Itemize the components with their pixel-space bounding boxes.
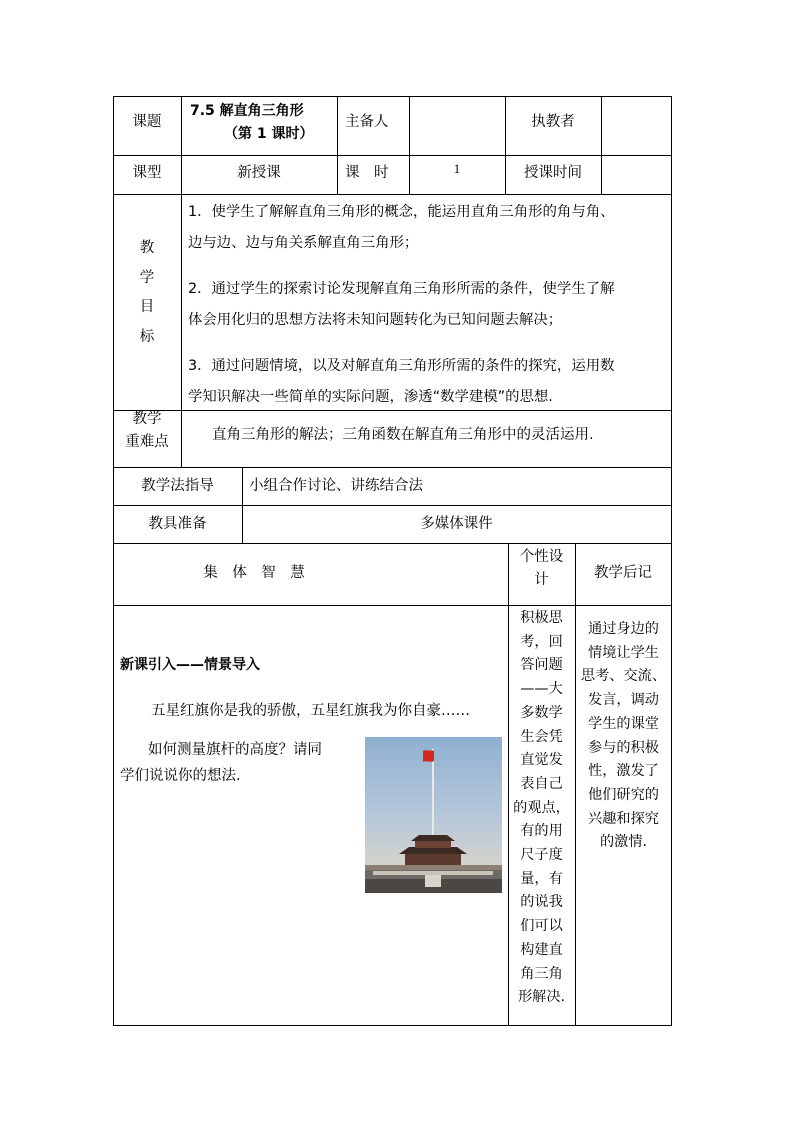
reflection-note-line: 通过身边的 <box>588 621 659 637</box>
objective-line: 3．通过问题情境，以及对解直角三角形所需的条件的探究，运用数 <box>188 358 615 374</box>
collective-wisdom-header: 集 体 智 慧 <box>203 565 305 581</box>
lesson-title <box>190 100 338 143</box>
slogan-text: 五星红旗你是我的骄傲，五星红旗我为你自豪…… <box>151 703 470 719</box>
lesson-title-line1: 7.5 解直角三角形 <box>190 103 304 119</box>
personal-note-line: 构建直 <box>520 941 563 958</box>
personal-note-line: 生会凭 <box>520 728 563 745</box>
time-label: 授课时间 <box>524 165 582 181</box>
personal-note-line: 角三角 <box>520 965 563 982</box>
objectives-label-char: 学 <box>139 269 155 286</box>
reflection-note-line: 思考、交流、 <box>580 668 667 685</box>
personal-note-line: 有的用 <box>520 823 563 840</box>
question-line: 学们说说你的想法. <box>120 768 241 784</box>
method-label: 教学法指导 <box>141 478 214 494</box>
objectives-label <box>113 234 181 352</box>
personal-note-line: 们可以 <box>520 918 563 935</box>
period-value: 1 <box>453 161 461 176</box>
personal-note-line: 量，有 <box>520 870 563 887</box>
tools-value: 多媒体课件 <box>420 516 493 532</box>
personal-notes <box>508 607 575 1010</box>
personal-note-line: 形解决. <box>517 989 566 1006</box>
question-text <box>120 737 322 789</box>
objective-line: 边与边、边与角关系解直角三角形； <box>188 235 419 251</box>
key-points-text: 直角三角形的解法；三角函数在解直角三角形中的灵活运用. <box>212 427 594 443</box>
objective-line: 1．使学生了解解直角三角形的概念，能运用直角三角形的角与角、 <box>188 204 615 220</box>
key-points-label-line: 重难点 <box>125 434 169 450</box>
objective-line: 体会用化归的思想方法将未知问题转化为已知问题去解决； <box>188 312 563 328</box>
personal-design-header-line: 个性设 <box>519 549 564 565</box>
type-label: 课型 <box>132 165 162 181</box>
personal-note-line: 表自己 <box>520 775 563 792</box>
reflection-note-line: 参与的积极 <box>588 739 659 756</box>
personal-note-line: ——大 <box>520 681 563 698</box>
personal-note-line: 多数学 <box>520 704 563 721</box>
preparer-label: 主备人 <box>345 114 389 130</box>
objectives-label-char: 目 <box>139 299 155 315</box>
objectives-label-char: 教 <box>139 240 155 256</box>
topic-label: 课题 <box>132 114 162 130</box>
reflection-note-line: 发言，调动 <box>588 692 659 709</box>
period-label: 课 时 <box>345 165 389 181</box>
personal-note-line: 的说我 <box>520 894 563 911</box>
flag-icon <box>423 750 434 762</box>
reflection-notes <box>576 618 671 855</box>
tools-label: 教具准备 <box>148 516 207 532</box>
personal-note-line: 答问题 <box>520 657 563 674</box>
personal-design-header-line: 计 <box>534 572 549 588</box>
objectives-text <box>188 197 673 413</box>
reflection-note-line: 的激情. <box>599 834 648 851</box>
key-points-label-line: 教学 <box>132 411 162 427</box>
method-value: 小组合作讨论、讲练结合法 <box>249 478 423 494</box>
reflection-note-line: 学生的课堂 <box>588 715 659 732</box>
personal-note-line: 积极思 <box>520 610 563 626</box>
objectives-label-char: 标 <box>139 328 155 345</box>
section-heading: 新课引入——情景导入 <box>120 657 260 673</box>
personal-note-line: 考，回 <box>520 633 563 650</box>
lesson-title-line2: （第 1 课时） <box>224 126 314 142</box>
reflection-note-line: 性，激发了 <box>588 763 659 780</box>
personal-design-header <box>508 546 575 592</box>
reflection-header: 教学后记 <box>594 565 652 581</box>
question-line: 如何测量旗杆的高度？请同 <box>148 742 322 758</box>
teacher-label: 执教者 <box>531 114 575 130</box>
objective-line: 2．通过学生的探索讨论发现解直角三角形所需的条件，使学生了解 <box>188 281 615 297</box>
reflection-note-line: 兴趣和探究 <box>588 810 659 827</box>
flagpole-photo <box>365 737 502 893</box>
key-points-label <box>113 408 181 454</box>
personal-note-line: 直觉发 <box>520 752 563 769</box>
reflection-note-line: 他们研究的 <box>588 786 659 803</box>
objective-line: 学知识解决一些简单的实际问题，渗透“数学建模”的思想. <box>188 389 553 405</box>
personal-note-line: 尺子度 <box>520 847 563 864</box>
reflection-note-line: 情境让学生 <box>588 644 659 661</box>
type-value: 新授课 <box>237 165 281 181</box>
personal-note-line: 的观点， <box>513 799 570 816</box>
